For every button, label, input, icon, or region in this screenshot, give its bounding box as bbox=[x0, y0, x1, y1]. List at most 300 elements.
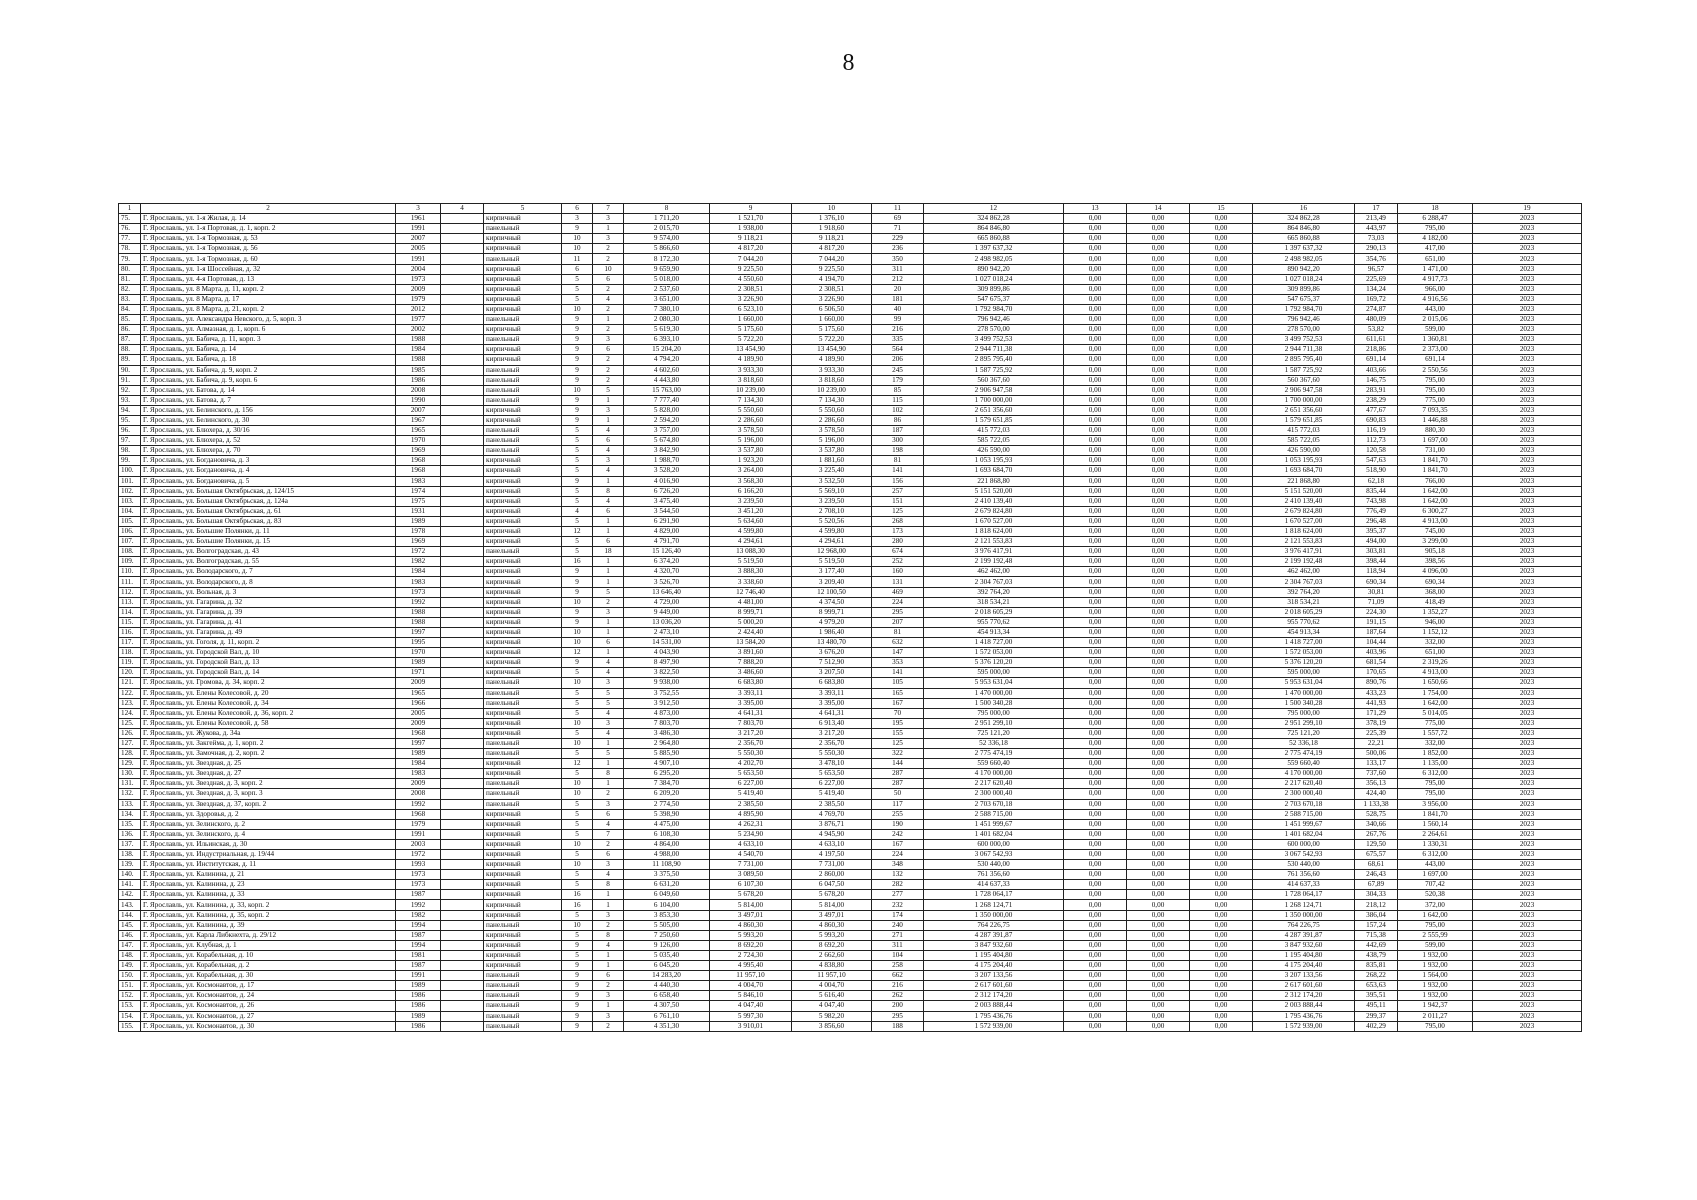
table-cell: 5 722,20 bbox=[792, 335, 872, 345]
table-row bbox=[119, 375, 1582, 385]
table-cell: 1 bbox=[593, 224, 624, 234]
table-cell: 1 792 984,70 bbox=[1253, 304, 1355, 314]
address-cell: Г. Ярославль, ул. Жукова, д. 34а bbox=[141, 728, 396, 738]
table-cell: 0,00 bbox=[1064, 627, 1127, 637]
table-cell: 599,00 bbox=[1398, 940, 1473, 950]
table-cell: 955 770,62 bbox=[924, 617, 1064, 627]
table-cell: 3 bbox=[593, 910, 624, 920]
table-cell: 2 015,70 bbox=[624, 224, 710, 234]
table-cell: 0,00 bbox=[1190, 627, 1253, 637]
table-cell: 0,00 bbox=[1064, 506, 1127, 516]
table-cell: 0,00 bbox=[1190, 658, 1253, 668]
table-cell: 2 319,26 bbox=[1398, 658, 1473, 668]
table-cell: 0,00 bbox=[1127, 405, 1190, 415]
table-cell: кирпичный bbox=[484, 769, 562, 779]
table-cell: 2 304 767,03 bbox=[924, 577, 1064, 587]
table-cell: 462 462,00 bbox=[1253, 567, 1355, 577]
table-cell: 5 982,20 bbox=[792, 1011, 872, 1021]
table-cell: 2023 bbox=[1473, 860, 1582, 870]
table-cell: 262 bbox=[872, 991, 924, 1001]
table-cell: 174 bbox=[872, 910, 924, 920]
table-cell: 0,00 bbox=[1127, 304, 1190, 314]
table-cell: 0,00 bbox=[1190, 234, 1253, 244]
table-cell: 9 225,50 bbox=[792, 264, 872, 274]
table-row bbox=[119, 577, 1582, 587]
table-cell: 0,00 bbox=[1190, 718, 1253, 728]
table-cell: 1 521,70 bbox=[710, 214, 792, 224]
table-cell: 3 752,55 bbox=[624, 688, 710, 698]
table-row bbox=[119, 627, 1582, 637]
table-cell: кирпичный bbox=[484, 900, 562, 910]
table-cell: 311 bbox=[872, 940, 924, 950]
table-cell bbox=[441, 365, 484, 375]
table-row bbox=[119, 405, 1582, 415]
table-cell: 3 bbox=[593, 678, 624, 688]
table-cell: 14 531,00 bbox=[624, 638, 710, 648]
table-cell: 1991 bbox=[396, 829, 441, 839]
column-number: 16 bbox=[1253, 204, 1355, 214]
table-cell: 117 bbox=[872, 799, 924, 809]
table-cell: 731,00 bbox=[1398, 446, 1473, 456]
table-cell bbox=[441, 547, 484, 557]
table-cell: 3 bbox=[593, 860, 624, 870]
address-cell: Г. Ярославль, ул. Блюхера, д. 52 bbox=[141, 436, 396, 446]
column-number: 18 bbox=[1398, 204, 1473, 214]
table-cell: 2 003 888,44 bbox=[1253, 1001, 1355, 1011]
address-cell: Г. Ярославль, ул. Алмазная, д. 1, корп. 6 bbox=[141, 325, 396, 335]
table-cell: 6 104,00 bbox=[624, 900, 710, 910]
table-cell: 2023 bbox=[1473, 638, 1582, 648]
table-cell: 11 bbox=[562, 254, 593, 264]
table-cell: 528,75 bbox=[1355, 809, 1398, 819]
table-row bbox=[119, 325, 1582, 335]
table-cell: 85 bbox=[872, 385, 924, 395]
address-cell: Г. Ярославль, ул. 1-я Шоссейная, д. 32 bbox=[141, 264, 396, 274]
address-cell: Г. Ярославль, ул. Калинина, д. 33 bbox=[141, 890, 396, 900]
table-cell: 257 bbox=[872, 486, 924, 496]
table-cell: 0,00 bbox=[1127, 264, 1190, 274]
table-cell: 87. bbox=[119, 335, 141, 345]
table-row bbox=[119, 678, 1582, 688]
table-cell: 8 bbox=[593, 769, 624, 779]
table-cell: 1 852,00 bbox=[1398, 749, 1473, 759]
table-cell: 0,00 bbox=[1064, 638, 1127, 648]
table-cell: 5 550,60 bbox=[792, 405, 872, 415]
table-cell: 3 578,50 bbox=[710, 426, 792, 436]
table-cell: 4 043,90 bbox=[624, 648, 710, 658]
table-cell: 5 828,00 bbox=[624, 405, 710, 415]
table-cell: 129. bbox=[119, 759, 141, 769]
table-cell: 229 bbox=[872, 234, 924, 244]
table-cell: 1 650,66 bbox=[1398, 678, 1473, 688]
table-cell: 6 bbox=[593, 537, 624, 547]
table-cell: 0,00 bbox=[1127, 274, 1190, 284]
table-cell: 585 722,05 bbox=[924, 436, 1064, 446]
table-cell: 1965 bbox=[396, 688, 441, 698]
table-cell: 0,00 bbox=[1127, 900, 1190, 910]
table-cell: кирпичный bbox=[484, 819, 562, 829]
table-cell: 7 bbox=[593, 829, 624, 839]
table-cell: 1 754,00 bbox=[1398, 688, 1473, 698]
table-cell: 73,03 bbox=[1355, 234, 1398, 244]
table-cell: 3 067 542,93 bbox=[1253, 850, 1355, 860]
table-cell: панельный bbox=[484, 315, 562, 325]
table-cell: 103. bbox=[119, 496, 141, 506]
table-cell: 353 bbox=[872, 658, 924, 668]
table-cell: 106. bbox=[119, 527, 141, 537]
table-cell bbox=[441, 668, 484, 678]
table-cell bbox=[441, 214, 484, 224]
table-cell: 0,00 bbox=[1127, 860, 1190, 870]
table-cell: 0,00 bbox=[1190, 920, 1253, 930]
table-cell: 1 579 651,85 bbox=[924, 415, 1064, 425]
table-cell: 1981 bbox=[396, 950, 441, 960]
table-row bbox=[119, 961, 1582, 971]
address-cell: Г. Ярославль, ул. Белинского, д. 30 bbox=[141, 415, 396, 425]
table-cell: 97. bbox=[119, 436, 141, 446]
table-cell: 221 868,80 bbox=[1253, 476, 1355, 486]
table-cell: 7 134,30 bbox=[710, 395, 792, 405]
table-cell: 2 003 888,44 bbox=[924, 1001, 1064, 1011]
table-cell: 0,00 bbox=[1190, 395, 1253, 405]
table-cell: 1968 bbox=[396, 466, 441, 476]
table-cell: 0,00 bbox=[1064, 254, 1127, 264]
table-cell: 2 018 605,29 bbox=[1253, 607, 1355, 617]
table-cell: 0,00 bbox=[1064, 224, 1127, 234]
table-cell bbox=[441, 617, 484, 627]
table-cell: 0,00 bbox=[1127, 345, 1190, 355]
table-cell: 1 053 195,93 bbox=[1253, 456, 1355, 466]
table-cell: 0,00 bbox=[1064, 961, 1127, 971]
table-cell: 707,42 bbox=[1398, 880, 1473, 890]
table-cell: 324 862,28 bbox=[924, 214, 1064, 224]
table-cell: 5 bbox=[562, 950, 593, 960]
column-number: 3 bbox=[396, 204, 441, 214]
table-cell: 156 bbox=[872, 476, 924, 486]
table-cell: 207 bbox=[872, 617, 924, 627]
address-cell: Г. Ярославль, ул. Звездная, д. 3, корп. 3 bbox=[141, 789, 396, 799]
table-cell: 0,00 bbox=[1064, 991, 1127, 1001]
table-cell: 318 534,21 bbox=[924, 597, 1064, 607]
table-cell: 9 659,90 bbox=[624, 264, 710, 274]
table-row bbox=[119, 365, 1582, 375]
table-cell: 4 917,73 bbox=[1398, 274, 1473, 284]
table-cell: 2 121 553,83 bbox=[924, 537, 1064, 547]
table-cell: 1 bbox=[593, 415, 624, 425]
table-cell: 3 393,11 bbox=[792, 688, 872, 698]
table-cell: 15 126,40 bbox=[624, 547, 710, 557]
table-cell: кирпичный bbox=[484, 486, 562, 496]
table-cell: 1986 bbox=[396, 375, 441, 385]
table-cell: 2 312 174,20 bbox=[1253, 991, 1355, 1001]
table-cell: 6 312,00 bbox=[1398, 850, 1473, 860]
table-cell: 129,50 bbox=[1355, 839, 1398, 849]
table-cell: 6 bbox=[593, 345, 624, 355]
table-cell: 125. bbox=[119, 718, 141, 728]
table-cell: 2 356,70 bbox=[710, 738, 792, 748]
table-cell bbox=[441, 516, 484, 526]
table-cell: 6 108,30 bbox=[624, 829, 710, 839]
table-cell: 9 bbox=[562, 991, 593, 1001]
table-cell: 2 bbox=[593, 254, 624, 264]
table-cell: кирпичный bbox=[484, 244, 562, 254]
table-cell: 890 942,20 bbox=[924, 264, 1064, 274]
table-cell bbox=[441, 950, 484, 960]
table-cell: 295 bbox=[872, 607, 924, 617]
table-cell: 0,00 bbox=[1064, 375, 1127, 385]
address-cell: Г. Ярославль, ул. Блюхера, д. 30/16 bbox=[141, 426, 396, 436]
table-cell: кирпичный bbox=[484, 214, 562, 224]
table-cell: 2023 bbox=[1473, 950, 1582, 960]
table-row bbox=[119, 617, 1582, 627]
table-cell: 2 300 000,40 bbox=[924, 789, 1064, 799]
table-cell: 112. bbox=[119, 587, 141, 597]
table-row bbox=[119, 264, 1582, 274]
table-row bbox=[119, 1001, 1582, 1011]
table-cell: 318 534,21 bbox=[1253, 597, 1355, 607]
table-cell: кирпичный bbox=[484, 466, 562, 476]
table-cell: 0,00 bbox=[1064, 688, 1127, 698]
table-cell: 3 933,30 bbox=[792, 365, 872, 375]
table-cell: 0,00 bbox=[1127, 850, 1190, 860]
table-cell: 1 376,10 bbox=[792, 214, 872, 224]
table-cell: 0,00 bbox=[1064, 547, 1127, 557]
address-cell: Г. Ярославль, ул. 8 Марта, д. 17 bbox=[141, 294, 396, 304]
table-cell: 0,00 bbox=[1127, 607, 1190, 617]
table-cell: 3 395,00 bbox=[792, 698, 872, 708]
table-cell: 340,66 bbox=[1355, 819, 1398, 829]
table-cell bbox=[441, 1011, 484, 1021]
table-cell: 2023 bbox=[1473, 728, 1582, 738]
table-cell: панельный bbox=[484, 254, 562, 264]
table-cell: 5 866,60 bbox=[624, 244, 710, 254]
table-cell: 547 675,37 bbox=[1253, 294, 1355, 304]
table-cell: 1 579 651,85 bbox=[1253, 415, 1355, 425]
table-cell: 1 397 637,32 bbox=[924, 244, 1064, 254]
address-cell: Г. Ярославль, ул. Бабича, д. 9, корп. 6 bbox=[141, 375, 396, 385]
table-cell: 0,00 bbox=[1190, 254, 1253, 264]
table-cell bbox=[441, 759, 484, 769]
table-cell: 5 519,50 bbox=[710, 557, 792, 567]
table-cell: 179 bbox=[872, 375, 924, 385]
table-cell: 1997 bbox=[396, 738, 441, 748]
table-cell: 3 089,50 bbox=[710, 870, 792, 880]
table-cell: 0,00 bbox=[1127, 486, 1190, 496]
table-cell: 1989 bbox=[396, 981, 441, 991]
table-cell bbox=[441, 395, 484, 405]
table-cell: 40 bbox=[872, 304, 924, 314]
table-cell: 0,00 bbox=[1064, 577, 1127, 587]
address-cell: Г. Ярославль, ул. Гагарина, д. 41 bbox=[141, 617, 396, 627]
table-cell: 6 bbox=[593, 971, 624, 981]
table-cell: 0,00 bbox=[1064, 829, 1127, 839]
table-cell: 2 264,61 bbox=[1398, 829, 1473, 839]
table-cell: 0,00 bbox=[1127, 648, 1190, 658]
table-cell: 82. bbox=[119, 284, 141, 294]
table-cell: 3 bbox=[562, 214, 593, 224]
table-cell: 743,98 bbox=[1355, 496, 1398, 506]
table-row bbox=[119, 910, 1582, 920]
table-cell: 0,00 bbox=[1064, 244, 1127, 254]
table-cell: 0,00 bbox=[1190, 294, 1253, 304]
table-cell: 6 506,50 bbox=[792, 304, 872, 314]
table-cell: 674 bbox=[872, 547, 924, 557]
address-cell: Г. Ярославль, ул. Володарского, д. 7 bbox=[141, 567, 396, 577]
table-cell: 13 454,90 bbox=[792, 345, 872, 355]
table-cell: 4 189,90 bbox=[710, 355, 792, 365]
address-cell: Г. Ярославль, ул. Звездная, д. 37, корп. 2 bbox=[141, 799, 396, 809]
table-cell: 10 bbox=[562, 738, 593, 748]
table-cell: 1978 bbox=[396, 527, 441, 537]
table-cell: 4 202,70 bbox=[710, 759, 792, 769]
table-cell: 0,00 bbox=[1190, 708, 1253, 718]
table-cell: 1 470 000,00 bbox=[924, 688, 1064, 698]
table-cell: 9 bbox=[562, 577, 593, 587]
table-cell: 1997 bbox=[396, 627, 441, 637]
table-cell: 3 956,00 bbox=[1398, 799, 1473, 809]
table-cell: 665 860,88 bbox=[1253, 234, 1355, 244]
table-cell: 2023 bbox=[1473, 466, 1582, 476]
table-cell: 0,00 bbox=[1190, 607, 1253, 617]
table-cell: кирпичный bbox=[484, 537, 562, 547]
table-cell: 0,00 bbox=[1190, 325, 1253, 335]
table-cell: 1 841,70 bbox=[1398, 456, 1473, 466]
table-cell: 691,14 bbox=[1355, 355, 1398, 365]
table-cell: 1 451 999,67 bbox=[1253, 819, 1355, 829]
table-cell: 105 bbox=[872, 678, 924, 688]
table-cell: 6 bbox=[593, 809, 624, 819]
table-cell: 386,04 bbox=[1355, 910, 1398, 920]
table-cell: 111. bbox=[119, 577, 141, 587]
table-row bbox=[119, 799, 1582, 809]
table-cell: 1 918,60 bbox=[792, 224, 872, 234]
table-cell: 905,18 bbox=[1398, 547, 1473, 557]
table-cell: 4 bbox=[593, 294, 624, 304]
table-cell: 5 bbox=[562, 930, 593, 940]
table-cell: 560 367,60 bbox=[924, 375, 1064, 385]
table-cell: 350 bbox=[872, 254, 924, 264]
table-cell: 761 356,60 bbox=[1253, 870, 1355, 880]
table-cell: 1982 bbox=[396, 910, 441, 920]
address-cell: Г. Ярославль, ул. Городской Вал, д. 10 bbox=[141, 648, 396, 658]
table-cell: 0,00 bbox=[1190, 860, 1253, 870]
address-cell: Г. Ярославль, ул. Калинина, д. 39 bbox=[141, 920, 396, 930]
table-cell: 9 bbox=[562, 961, 593, 971]
table-cell: 332,00 bbox=[1398, 738, 1473, 748]
table-cell: 417,00 bbox=[1398, 244, 1473, 254]
table-cell: кирпичный bbox=[484, 587, 562, 597]
table-cell: 4 633,10 bbox=[792, 839, 872, 849]
table-cell: 5 569,10 bbox=[792, 486, 872, 496]
table-cell: 0,00 bbox=[1190, 759, 1253, 769]
table-cell: 6 631,20 bbox=[624, 880, 710, 890]
table-cell: 2009 bbox=[396, 718, 441, 728]
table-cell: 4 641,31 bbox=[792, 708, 872, 718]
table-cell: 4 769,70 bbox=[792, 809, 872, 819]
table-cell: 426 590,00 bbox=[924, 446, 1064, 456]
table-cell: 795,00 bbox=[1398, 920, 1473, 930]
table-cell: 1992 bbox=[396, 799, 441, 809]
table-cell: 1 728 064,17 bbox=[1253, 890, 1355, 900]
table-cell: 6 683,80 bbox=[710, 678, 792, 688]
table-cell: 0,00 bbox=[1127, 890, 1190, 900]
table-cell: 9 bbox=[562, 1001, 593, 1011]
table-cell: 2 424,40 bbox=[710, 627, 792, 637]
table-cell: 9 bbox=[562, 617, 593, 627]
table-cell: 5 653,50 bbox=[710, 769, 792, 779]
table-cell: 238,29 bbox=[1355, 395, 1398, 405]
table-cell: 0,00 bbox=[1190, 405, 1253, 415]
table-cell: 0,00 bbox=[1190, 910, 1253, 920]
table-cell: 0,00 bbox=[1190, 365, 1253, 375]
table-cell: кирпичный bbox=[484, 930, 562, 940]
table-cell: 1 942,37 bbox=[1398, 1001, 1473, 1011]
table-cell: 117. bbox=[119, 638, 141, 648]
table-cell: кирпичный bbox=[484, 910, 562, 920]
table-cell: 9 bbox=[562, 971, 593, 981]
table-cell: 0,00 bbox=[1190, 829, 1253, 839]
table-cell: панельный bbox=[484, 224, 562, 234]
table-cell: 93. bbox=[119, 395, 141, 405]
table-cell: 4 004,70 bbox=[792, 981, 872, 991]
table-cell: 109. bbox=[119, 557, 141, 567]
table-cell: 2023 bbox=[1473, 789, 1582, 799]
table-cell: кирпичный bbox=[484, 516, 562, 526]
table-cell: 0,00 bbox=[1190, 738, 1253, 748]
table-cell: 119. bbox=[119, 658, 141, 668]
table-cell: кирпичный bbox=[484, 234, 562, 244]
table-cell: 0,00 bbox=[1190, 668, 1253, 678]
table-cell: 2023 bbox=[1473, 547, 1582, 557]
table-cell: 398,44 bbox=[1355, 557, 1398, 567]
table-cell: 127. bbox=[119, 738, 141, 748]
table-cell: 6 683,80 bbox=[792, 678, 872, 688]
table-cell: 2 537,60 bbox=[624, 284, 710, 294]
table-cell: 0,00 bbox=[1064, 981, 1127, 991]
table-cell: 98. bbox=[119, 446, 141, 456]
table-cell: 494,00 bbox=[1355, 537, 1398, 547]
table-cell: 1 923,20 bbox=[710, 456, 792, 466]
table-cell: 443,00 bbox=[1398, 304, 1473, 314]
table-cell: 0,00 bbox=[1127, 587, 1190, 597]
table-cell: 2023 bbox=[1473, 335, 1582, 345]
table-cell: 6 bbox=[593, 506, 624, 516]
table-cell bbox=[441, 254, 484, 264]
table-cell: 2 594,20 bbox=[624, 415, 710, 425]
table-cell: 0,00 bbox=[1127, 516, 1190, 526]
table-cell: 141 bbox=[872, 668, 924, 678]
table-cell: 2 944 711,38 bbox=[924, 345, 1064, 355]
table-cell: 864 846,80 bbox=[1253, 224, 1355, 234]
table-cell: 2 bbox=[593, 981, 624, 991]
table-cell: 442,69 bbox=[1355, 940, 1398, 950]
table-cell: 6 bbox=[593, 436, 624, 446]
column-number: 7 bbox=[593, 204, 624, 214]
table-cell: 9 449,00 bbox=[624, 607, 710, 617]
table-cell: 2023 bbox=[1473, 809, 1582, 819]
table-cell: 1 932,00 bbox=[1398, 961, 1473, 971]
table-cell: 0,00 bbox=[1064, 234, 1127, 244]
table-cell: 150. bbox=[119, 971, 141, 981]
table-cell bbox=[441, 718, 484, 728]
table-cell: 4 047,40 bbox=[710, 1001, 792, 1011]
table-cell: 0,00 bbox=[1064, 850, 1127, 860]
table-cell: 0,00 bbox=[1064, 708, 1127, 718]
table-cell: панельный bbox=[484, 971, 562, 981]
table-cell: 0,00 bbox=[1127, 557, 1190, 567]
table-cell: 5 bbox=[562, 496, 593, 506]
table-cell: 2 708,10 bbox=[792, 506, 872, 516]
